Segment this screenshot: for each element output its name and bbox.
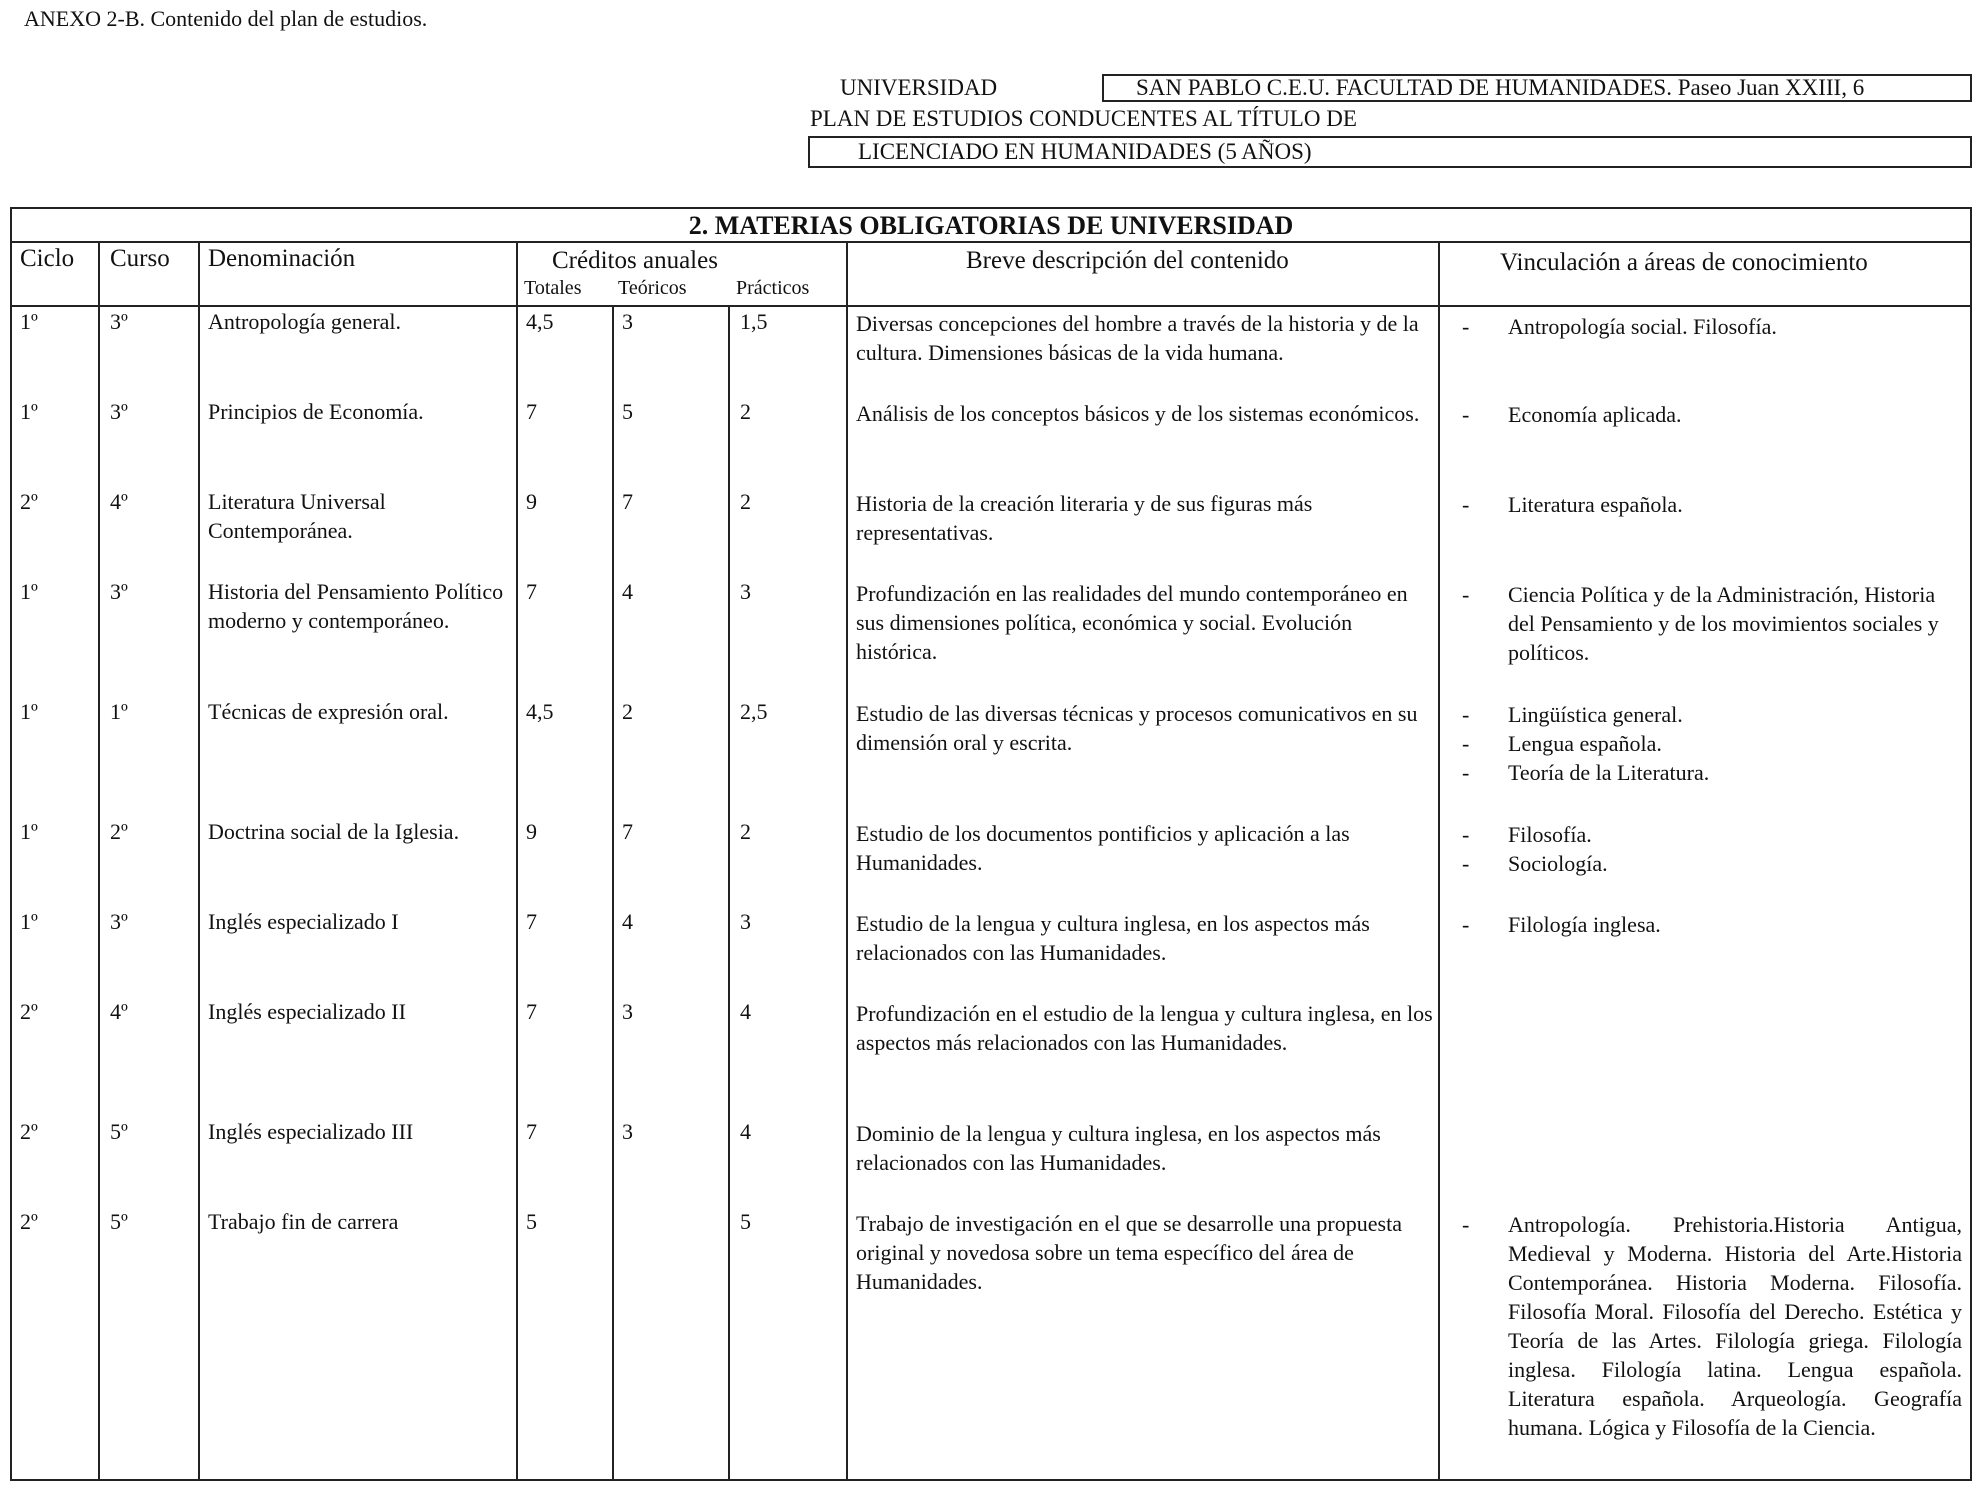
area-item: - Lingüística general. — [1462, 702, 1683, 727]
area-item: - Lengua española. — [1462, 731, 1662, 756]
cell-totales: 7 — [526, 579, 537, 604]
area-item: - Antropología social. Filosofía. — [1462, 314, 1777, 339]
cell-totales: 7 — [526, 999, 537, 1024]
cell-totales: 4,5 — [526, 309, 554, 334]
cell-denominacion: Técnicas de expresión oral. — [208, 699, 449, 724]
col-divider — [98, 241, 100, 1481]
cell-totales: 7 — [526, 399, 537, 424]
cell-curso: 1º — [110, 699, 128, 724]
cell-ciclo: 1º — [20, 909, 38, 934]
cell-denominacion: Antropología general. — [208, 309, 402, 334]
cell-practicos: 3 — [740, 579, 751, 604]
cell-areas — [1462, 490, 1962, 519]
area-item: - Filología inglesa. — [1462, 912, 1661, 937]
cell-curso: 2º — [110, 819, 128, 844]
cell-teoricos: 7 — [622, 489, 633, 514]
col-divider — [198, 241, 200, 1481]
area-item: - Sociología. — [1462, 851, 1608, 876]
cell-totales: 5 — [526, 1209, 537, 1234]
cell-ciclo: 1º — [20, 819, 38, 844]
cell-teoricos: 4 — [622, 579, 633, 604]
cell-descripcion: Profundización en las realidades del mundo contemporáneo en sus dimensiones política, económica y social. Evolución histórica. — [856, 581, 1408, 664]
col-header-descripcion: Breve descripción del contenido — [966, 247, 1289, 274]
cell-descripcion: Análisis de los conceptos básicos y de los sistemas económicos. — [856, 401, 1420, 426]
area-item: - Ciencia Política y de la Administración, Historia del Pensamiento y de los movimientos sociales y políticos. — [1462, 582, 1939, 665]
area-item: - Literatura española. — [1462, 492, 1683, 517]
cell-descripcion: Profundización en el estudio de la lengua y cultura inglesa, en los aspectos más relacionados con las Humanidades. — [856, 1001, 1433, 1055]
cell-areas — [1462, 312, 1962, 341]
cell-descripcion: Trabajo de investigación en el que se desarrolle una propuesta original y novedosa sobre un tema específico del área de Humanidades. — [856, 1211, 1402, 1294]
cell-totales: 4,5 — [526, 699, 554, 724]
cell-teoricos: 2 — [622, 699, 633, 724]
degree-value: LICENCIADO EN HUMANIDADES (5 AÑOS) — [808, 136, 1972, 168]
col-header-ciclo: Ciclo — [20, 245, 75, 272]
cell-areas — [1462, 820, 1962, 878]
cell-denominacion: Doctrina social de la Iglesia. — [208, 819, 460, 844]
cell-denominacion: Principios de Economía. — [208, 399, 424, 424]
cell-practicos: 2,5 — [740, 699, 768, 724]
annex-title: ANEXO 2-B. Contenido del plan de estudios. — [24, 6, 428, 31]
cell-areas — [1462, 400, 1962, 429]
cell-areas — [1462, 700, 1962, 787]
cell-curso: 3º — [110, 309, 128, 334]
col-header-totales: Totales — [524, 277, 582, 299]
col-divider — [728, 305, 730, 1481]
cell-totales: 9 — [526, 489, 537, 514]
cell-practicos: 2 — [740, 819, 751, 844]
cell-ciclo: 2º — [20, 999, 38, 1024]
cell-areas — [1462, 580, 1962, 667]
cell-curso: 3º — [110, 399, 128, 424]
cell-practicos: 2 — [740, 489, 751, 514]
col-header-practicos: Prácticos — [736, 277, 810, 299]
cell-teoricos: 3 — [622, 309, 633, 334]
cell-curso: 4º — [110, 999, 128, 1024]
table-heading: 2. MATERIAS OBLIGATORIAS DE UNIVERSIDAD — [688, 211, 1294, 240]
cell-practicos: 5 — [740, 1209, 751, 1234]
cell-curso: 4º — [110, 489, 128, 514]
university-label: UNIVERSIDAD — [840, 75, 998, 100]
cell-descripcion: Estudio de las diversas técnicas y procesos comunicativos en su dimensión oral y escrita. — [856, 701, 1418, 755]
cell-descripcion: Historia de la creación literaria y de sus figuras más representativas. — [856, 491, 1313, 545]
cell-denominacion: Inglés especializado I — [208, 909, 399, 934]
cell-ciclo: 1º — [20, 699, 38, 724]
col-divider — [1438, 241, 1440, 1481]
university-value: SAN PABLO C.E.U. FACULTAD DE HUMANIDADES. Paseo Juan XXIII, 6 — [1102, 74, 1972, 102]
plan-label: PLAN DE ESTUDIOS CONDUCENTES AL TÍTULO DE — [810, 106, 1357, 131]
cell-practicos: 3 — [740, 909, 751, 934]
cell-teoricos: 5 — [622, 399, 633, 424]
col-divider — [612, 305, 614, 1481]
cell-curso: 3º — [110, 909, 128, 934]
area-item: - Filosofía. — [1462, 822, 1592, 847]
cell-ciclo: 2º — [20, 1119, 38, 1144]
cell-areas — [1462, 910, 1962, 939]
cell-descripcion: Diversas concepciones del hombre a través de la historia y de la cultura. Dimensiones básicas de la vida humana. — [856, 311, 1419, 365]
heading-divider — [12, 241, 1970, 243]
cell-denominacion: Inglés especializado II — [208, 999, 406, 1024]
col-header-teoricos: Teóricos — [618, 277, 687, 299]
cell-ciclo: 2º — [20, 489, 38, 514]
cell-practicos: 2 — [740, 399, 751, 424]
area-item: - Antropología. Prehistoria.Historia Antigua, Medieval y Moderna. Historia del Arte.Historia Contemporánea. Historia Moderna. Filosofía. Filosofía Moral. Filosofía del Derecho. Estética y Teoría de las Artes. Filología griega. Filología inglesa. Filología latina. Lengua española. Literatura española. Arqueología. Geografía humana. Lógica y Filosofía de la Ciencia. — [1462, 1212, 1962, 1440]
cell-teoricos: 7 — [622, 819, 633, 844]
col-header-creditos: Créditos anuales — [552, 247, 718, 274]
cell-teoricos: 3 — [622, 999, 633, 1024]
col-header-vinculacion: Vinculación a áreas de conocimiento — [1500, 249, 1868, 276]
col-divider — [516, 241, 518, 1481]
cell-ciclo: 1º — [20, 309, 38, 334]
cell-totales: 7 — [526, 1119, 537, 1144]
cell-ciclo: 1º — [20, 399, 38, 424]
cell-ciclo: 2º — [20, 1209, 38, 1234]
cell-totales: 7 — [526, 909, 537, 934]
cell-descripcion: Estudio de los documentos pontificios y aplicación a las Humanidades. — [856, 821, 1350, 875]
cell-denominacion: Historia del Pensamiento Político moderno y contemporáneo. — [208, 579, 504, 633]
cell-teoricos: 3 — [622, 1119, 633, 1144]
cell-ciclo: 1º — [20, 579, 38, 604]
cell-curso: 5º — [110, 1209, 128, 1234]
cell-practicos: 1,5 — [740, 309, 768, 334]
cell-teoricos: 4 — [622, 909, 633, 934]
col-header-denominacion: Denominación — [208, 245, 356, 272]
col-header-curso: Curso — [110, 245, 170, 272]
area-item: - Teoría de la Literatura. — [1462, 760, 1710, 785]
cell-areas — [1462, 1210, 1962, 1442]
cell-practicos: 4 — [740, 999, 751, 1024]
cell-curso: 3º — [110, 579, 128, 604]
col-divider — [846, 241, 848, 1481]
cell-denominacion: Inglés especializado III — [208, 1119, 414, 1144]
cell-denominacion: Trabajo fin de carrera — [208, 1209, 399, 1234]
cell-descripcion: Estudio de la lengua y cultura inglesa, en los aspectos más relacionados con las Humanidades. — [856, 911, 1370, 965]
cell-curso: 5º — [110, 1119, 128, 1144]
cell-denominacion: Literatura Universal Contemporánea. — [208, 489, 386, 543]
cell-practicos: 4 — [740, 1119, 751, 1144]
cell-totales: 9 — [526, 819, 537, 844]
cell-descripcion: Dominio de la lengua y cultura inglesa, en los aspectos más relacionados con las Humanidades. — [856, 1121, 1381, 1175]
subjects-table — [10, 207, 1972, 1481]
area-item: - Economía aplicada. — [1462, 402, 1682, 427]
